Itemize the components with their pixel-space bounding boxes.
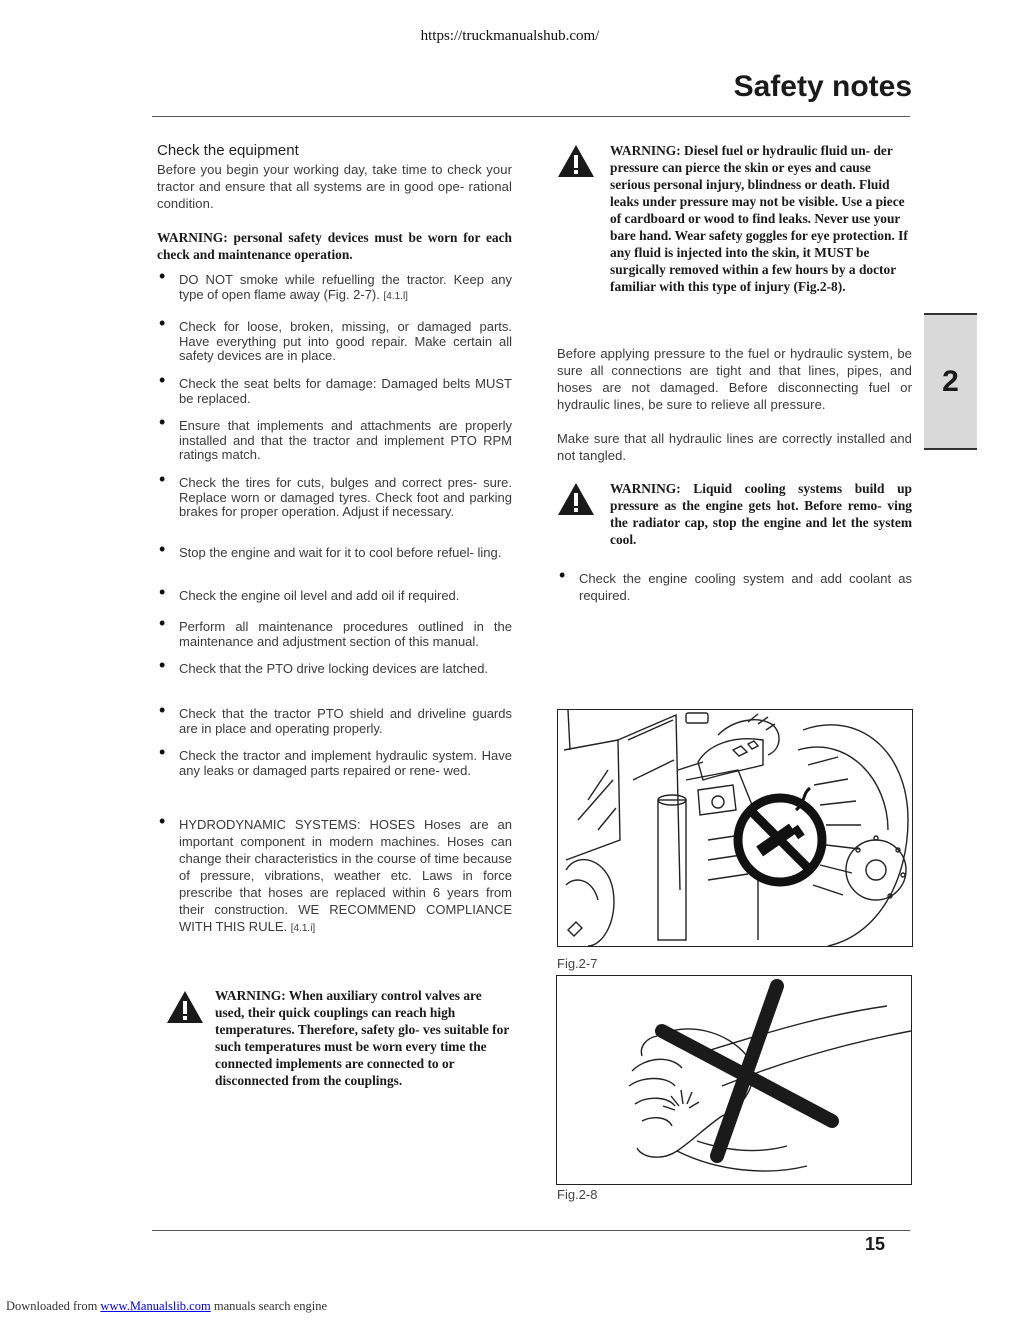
manualslib-link[interactable]: www.Manualslib.com — [100, 1299, 211, 1313]
bullet-icon: • — [159, 613, 166, 633]
warning-triangle-icon — [557, 144, 595, 178]
bullet-icon: • — [159, 811, 166, 831]
bullet-icon: • — [159, 412, 166, 432]
header-rule — [152, 116, 910, 117]
figure-caption-2-8: Fig.2-8 — [557, 1187, 598, 1202]
warning-quick-couplings: WARNING: When auxiliary control valves are used, their quick couplings can reach high temperatures. Therefore, safety glo- ves suitable for such temperatures must be worn every time the connected implements are connected to or disconnected from the couplings. — [166, 987, 512, 1089]
list-item: • Check the engine oil level and add oil if required. — [159, 582, 460, 603]
footer-rule — [152, 1230, 910, 1231]
bullet-icon: • — [559, 565, 566, 585]
section-heading: Check the equipment — [157, 142, 299, 159]
list-item: • DO NOT smoke while refuelling the tractor. Keep any type of open flame away (Fig. 2-7). [4.1.l] — [159, 266, 512, 302]
bullet-icon: • — [159, 700, 166, 720]
list-item: • HYDRODYNAMIC SYSTEMS: HOSES Hoses are an important component in modern machines. Hoses can change their characteristics in the course of time because of pressure, vibrations, weather etc. Laws in force prescribe that hoses are replaced within 6 years from their construction. WE RECOMMEND COMPLIANCE WITH THIS RULE. [4.1.i] — [159, 811, 512, 934]
refuelling-tractor-illustration — [558, 710, 912, 946]
list-item: • Check the seat belts for damage: Damaged belts MUST be replaced. — [159, 370, 512, 406]
list-item: • Check the engine cooling system and add coolant as required. — [559, 565, 912, 603]
bullet-icon: • — [159, 539, 166, 559]
bullet-icon: • — [159, 266, 166, 286]
download-credit: Downloaded from www.Manualslib.com manuals search engine — [6, 1299, 327, 1313]
bullet-icon: • — [159, 370, 166, 390]
bullet-icon: • — [159, 469, 166, 489]
pressure-paragraph: Before applying pressure to the fuel or hydraulic system, be sure all connections are tight and that lines, pipes, and hoses are not damaged. Before disconnecting fuel or hydraulic lines, be sure to relieve all pressure. — [557, 346, 912, 412]
bullet-icon: • — [159, 582, 166, 602]
list-item: • Stop the engine and wait for it to cool before refuel- ling. — [159, 539, 502, 560]
warning-safety-devices: WARNING: personal safety devices must be worn for each check and maintenance operation. — [157, 230, 512, 262]
list-item: • Check the tractor and implement hydraulic system. Have any leaks or damaged parts repaired or rene- wed. — [159, 742, 512, 778]
figure-hand-leak — [556, 975, 912, 1185]
left-column — [157, 142, 512, 263]
hand-leak-illustration — [557, 976, 911, 1184]
bullet-icon: • — [159, 655, 166, 675]
bullet-icon: • — [159, 742, 166, 762]
source-url[interactable]: https://truckmanualshub.com/ — [420, 28, 600, 44]
page-title: Safety notes — [733, 70, 912, 103]
warning-triangle-icon — [166, 990, 204, 1024]
list-item: • Ensure that implements and attachments are properly installed and that the tractor and implement PTO RPM ratings match. — [159, 412, 512, 462]
list-item: • Check the tires for cuts, bulges and correct pres- sure. Replace worn or damaged tyres. Check foot and parking brakes for proper operation. Adjust if necessary. — [159, 469, 512, 519]
list-item: • Check that the tractor PTO shield and driveline guards are in place and operating properly. — [159, 700, 512, 736]
figure-caption-2-7: Fig.2-7 — [557, 956, 598, 971]
warning-cooling-system: WARNING: Liquid cooling systems build up pressure as the engine gets hot. Before remo- ving the radiator cap, stop the engine and let the system cool. — [557, 480, 912, 548]
intro-paragraph: Before you begin your working day, take time to check your tractor and ensure that all systems are in good ope- rational condition. — [157, 162, 512, 211]
page-number: 15 — [865, 1234, 886, 1254]
figure-refuelling — [557, 709, 913, 947]
hydraulic-lines-paragraph: Make sure that all hydraulic lines are correctly installed and not tangled. — [557, 431, 912, 463]
list-item: • Perform all maintenance procedures outlined in the maintenance and adjustment section of this manual. — [159, 613, 512, 649]
list-item: • Check that the PTO drive locking devices are latched. — [159, 655, 489, 676]
chapter-tab — [924, 313, 977, 450]
warning-triangle-icon — [557, 482, 595, 516]
warning-fluid-pressure: WARNING: Diesel fuel or hydraulic fluid un- der pressure can pierce the skin or eyes and cause serious personal injury, blindness or death. Fluid leaks under pressure may not be visible. Use a piece of cardboard or wood to find leaks. Never use your bare hand. Wear safety goggles for eye protection. If any fluid is injected into the skin, it MUST be surgically removed within a few hours by a doctor familiar with this type of injury (Fig.2-8). — [557, 142, 912, 295]
list-item: • Check for loose, broken, missing, or damaged parts. Have everything put into good repair. Make certain all safety devices are in place. — [159, 313, 512, 363]
bullet-icon: • — [159, 313, 166, 333]
chapter-number: 2 — [942, 364, 959, 398]
